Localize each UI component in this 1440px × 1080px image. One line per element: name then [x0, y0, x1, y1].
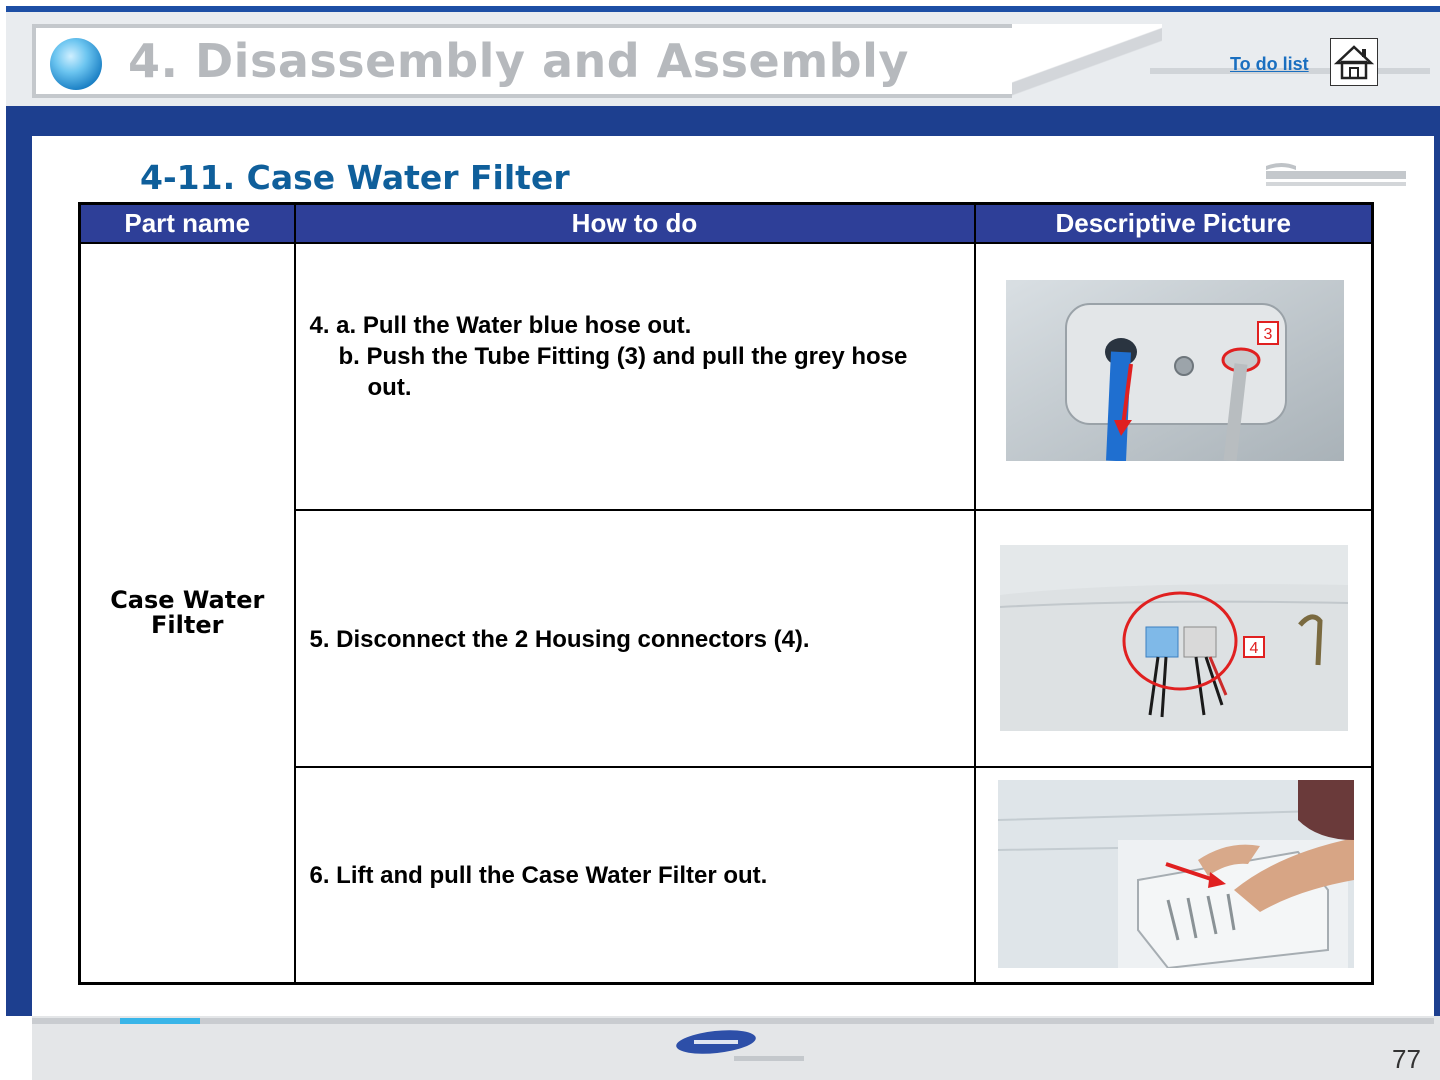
step-text: 4. a. Pull the Water blue hose out. [309, 312, 692, 339]
column-header-descriptive-picture: Descriptive Picture [975, 204, 1373, 244]
part-name: Case Water Filter [110, 585, 265, 639]
step-text: 6. Lift and pull the Case Water Filter out. [309, 862, 768, 890]
step-text: b. Push the Tube Fitting (3) and pull the grey hose [338, 343, 908, 370]
step-text: out. [367, 374, 412, 401]
footer-accent [120, 1018, 200, 1024]
samsung-electronics-logo [674, 1026, 806, 1066]
header-slant [1012, 24, 1162, 98]
callout-4: 4 [1249, 640, 1258, 657]
step-cell [295, 767, 975, 983]
samsung-digit-logo [1262, 158, 1412, 194]
filter-case-photo [998, 780, 1354, 968]
home-button[interactable] [1330, 38, 1378, 86]
todo-list-link[interactable]: To do list [1230, 54, 1309, 74]
step-cell [295, 510, 975, 767]
home-icon [1331, 39, 1377, 85]
callout-3: 3 [1263, 326, 1272, 343]
page-title: 4. Disassembly and Assembly [128, 34, 909, 88]
part-name-cell [80, 243, 295, 983]
hose-photo [1006, 280, 1344, 461]
connector-photo [1000, 545, 1348, 731]
column-header-how-to-do: How to do [295, 204, 975, 244]
globe-icon [50, 38, 102, 90]
section-title: 4-11. Case Water Filter [140, 158, 570, 197]
table-row [80, 243, 1373, 510]
step-text: 5. Disconnect the 2 Housing connectors (4). [309, 626, 810, 653]
footer-line [32, 1018, 1434, 1024]
table-header-row [80, 204, 1373, 244]
header-separator [6, 106, 1440, 136]
picture-cell [975, 510, 1373, 767]
picture-cell [975, 243, 1373, 510]
step-cell [295, 243, 975, 510]
procedure-table [78, 202, 1374, 985]
page-number: 77 [1392, 1044, 1421, 1074]
picture-cell [975, 767, 1373, 983]
column-header-part-name: Part name [80, 204, 295, 244]
